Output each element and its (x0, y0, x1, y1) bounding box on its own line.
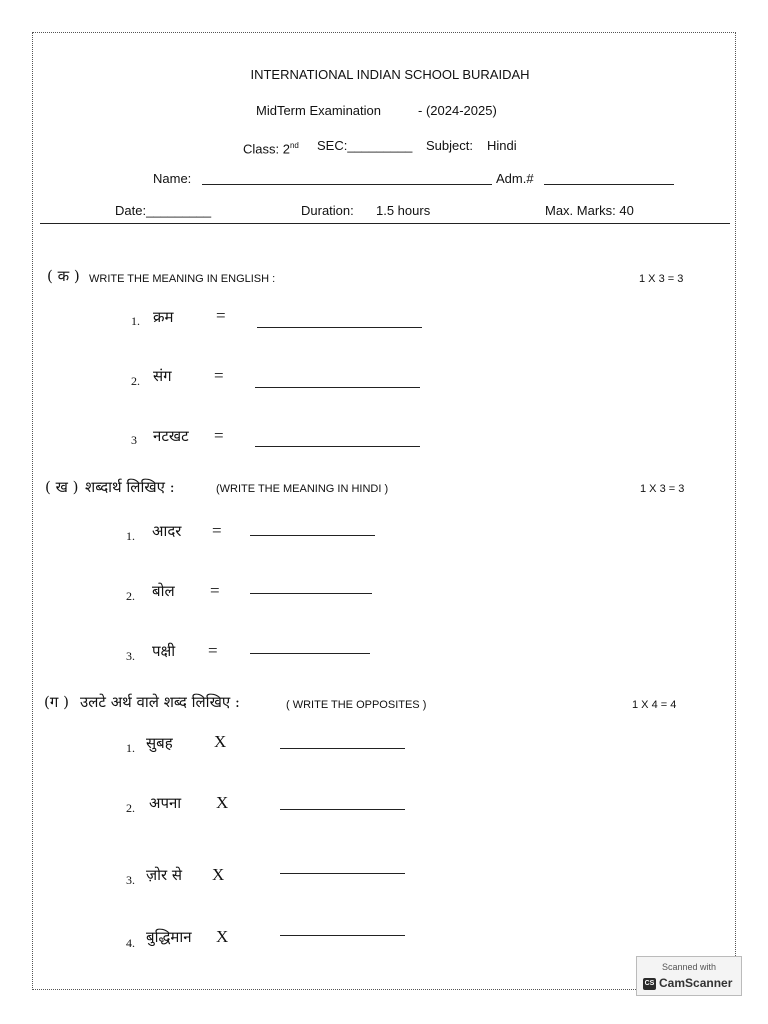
section-a-item-2-answer-line[interactable] (255, 387, 420, 388)
section-a-item-1-number: 1. (131, 314, 140, 328)
section-c-item-4-opposite-sign: X (216, 927, 229, 946)
section-c-marker: (ग ) (44, 693, 69, 711)
subject-value: Hindi (487, 138, 517, 153)
section-c-item-2-word: अपना (149, 794, 182, 812)
camscanner-logo-icon: CS (643, 978, 656, 990)
class-superscript: nd (289, 141, 299, 150)
section-c-item-4-answer-line[interactable] (280, 935, 405, 936)
section-c-item-3-answer-line[interactable] (280, 873, 405, 874)
section-b-item-3-answer-line[interactable] (250, 653, 370, 654)
section-c-item-2-number: 2. (126, 801, 135, 815)
section-b-item-2-equals: = (210, 581, 220, 600)
class-label: Class: 2 (243, 141, 290, 157)
section-a-item-3-equals: = (214, 426, 224, 445)
page-border (32, 32, 736, 990)
section-c-marks: 1 X 4 = 4 (632, 699, 677, 711)
section-a-marks: 1 X 3 = 3 (639, 273, 684, 285)
section-c-title-hindi: उलटे अर्थ वाले शब्द लिखिए : (80, 693, 240, 711)
header-divider (40, 223, 730, 224)
section-c-item-1-answer-line[interactable] (280, 748, 405, 749)
section-c-item-3-number: 3. (126, 873, 135, 887)
section-c-item-2-answer-line[interactable] (280, 809, 405, 810)
section-a-item-2-equals: = (214, 366, 224, 385)
section-b-item-1-number: 1. (126, 529, 135, 543)
section-a-item-3-answer-line[interactable] (255, 446, 420, 447)
name-blank-line[interactable] (202, 184, 492, 185)
section-b-title-english: (WRITE THE MEANING IN HINDI ) (216, 483, 389, 495)
sec-field[interactable]: SEC:_________ (317, 138, 413, 153)
section-b-item-1-word: आदर (152, 522, 182, 540)
section-c-item-2-opposite-sign: X (216, 793, 229, 812)
section-b-item-3-number: 3. (126, 649, 135, 663)
section-a-item-1-word: क्रम (153, 308, 174, 326)
section-b-marker: ( ख ) (45, 478, 79, 496)
section-a-item-1-equals: = (216, 306, 226, 325)
section-a-item-3-word: नटखट (153, 427, 189, 445)
section-b-item-3-word: पक्षी (152, 642, 176, 660)
camscanner-watermark (636, 956, 742, 996)
section-c-title-english: ( WRITE THE OPPOSITES ) (286, 699, 427, 711)
exam-title: MidTerm Examination (256, 103, 381, 118)
section-c-item-1-opposite-sign: X (214, 732, 227, 751)
class-field (243, 138, 299, 157)
subject-label: Subject: (426, 138, 473, 153)
section-a-item-1-answer-line[interactable] (257, 327, 422, 328)
date-field[interactable]: Date:_________ (115, 203, 212, 218)
duration-label: Duration: (301, 203, 354, 218)
section-b-title-hindi: शब्दार्थ लिखिए : (85, 478, 175, 496)
section-c-item-4-number: 4. (126, 936, 135, 950)
section-c-item-1-number: 1. (126, 741, 135, 755)
section-c-item-3-opposite-sign: X (212, 865, 225, 884)
max-marks: Max. Marks: 40 (545, 203, 634, 218)
section-a-marker: ( क ) (47, 267, 80, 285)
school-name: INTERNATIONAL INDIAN SCHOOL BURAIDAH (250, 67, 530, 82)
camscanner-brand: CamScanner (659, 976, 733, 990)
section-b-item-2-word: बोल (152, 582, 175, 600)
section-a-item-2-number: 2. (131, 374, 140, 388)
section-b-item-1-equals: = (212, 521, 222, 540)
section-b-item-1-answer-line[interactable] (250, 535, 375, 536)
section-c-item-1-word: सुबह (146, 734, 173, 752)
adm-blank-line[interactable] (544, 184, 674, 185)
section-c-item-3-word: ज़ोर से (146, 866, 183, 884)
section-c-item-4-word: बुद्धिमान (146, 928, 192, 946)
scanned-with-text: Scanned with (661, 962, 717, 972)
name-label: Name: (153, 171, 192, 186)
duration-value: 1.5 hours (376, 203, 431, 218)
section-b-marks: 1 X 3 = 3 (640, 483, 685, 495)
section-b-item-2-answer-line[interactable] (250, 593, 372, 594)
section-b-item-2-number: 2. (126, 589, 135, 603)
section-a-item-2-word: संग (153, 367, 172, 385)
exam-session: - (2024-2025) (418, 103, 497, 118)
section-b-item-3-equals: = (208, 641, 218, 660)
section-a-title: WRITE THE MEANING IN ENGLISH : (89, 273, 276, 285)
section-a-item-3-number: 3 (131, 433, 137, 447)
adm-label: Adm.# (496, 171, 534, 186)
